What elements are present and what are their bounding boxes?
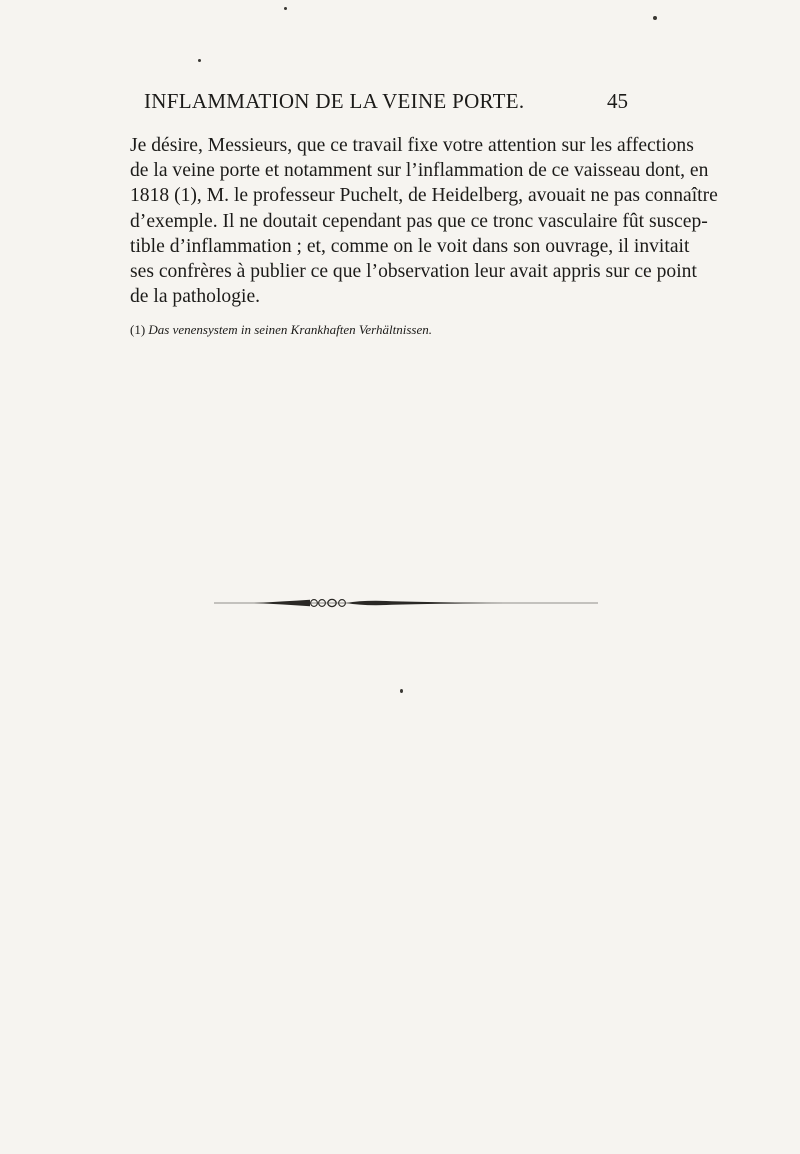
text-line: de la veine porte et notamment sur l’inflammation de ce vaisseau dont, en — [130, 160, 709, 182]
page-number: 45 — [607, 89, 628, 113]
running-title: INFLAMMATION DE LA VEINE PORTE. — [144, 89, 525, 113]
paper-speck — [198, 59, 201, 62]
text-line: de la pathologie. — [130, 286, 261, 308]
paper-speck — [400, 689, 403, 693]
footnote-marker: (1) — [130, 322, 146, 337]
text-line: 1818 (1), M. le professeur Puchelt, de Heidelberg, avouait ne pas connaître — [130, 185, 718, 207]
text-line: d’exemple. Il ne doutait cependant pas que ce tronc vasculaire fût suscep- — [130, 210, 708, 232]
text-line: tible d’inflammation ; et, comme on le voit dans son ouvrage, il invitait — [130, 235, 690, 257]
text-line: Je désire, Messieurs, que ce travail fixe votre attention sur les affections — [130, 135, 694, 156]
page-header — [132, 89, 628, 115]
footnote-text: Das venensystem in seinen Krankhaften Verhältnissen. — [148, 322, 432, 337]
paper-speck — [653, 16, 657, 20]
body-paragraph — [130, 133, 718, 309]
footnote — [130, 322, 628, 338]
paper-speck — [284, 7, 287, 10]
tailpiece-ornament — [214, 594, 598, 612]
text-line: ses confrères à publier ce que l’observation leur avait appris sur ce point — [130, 261, 697, 283]
